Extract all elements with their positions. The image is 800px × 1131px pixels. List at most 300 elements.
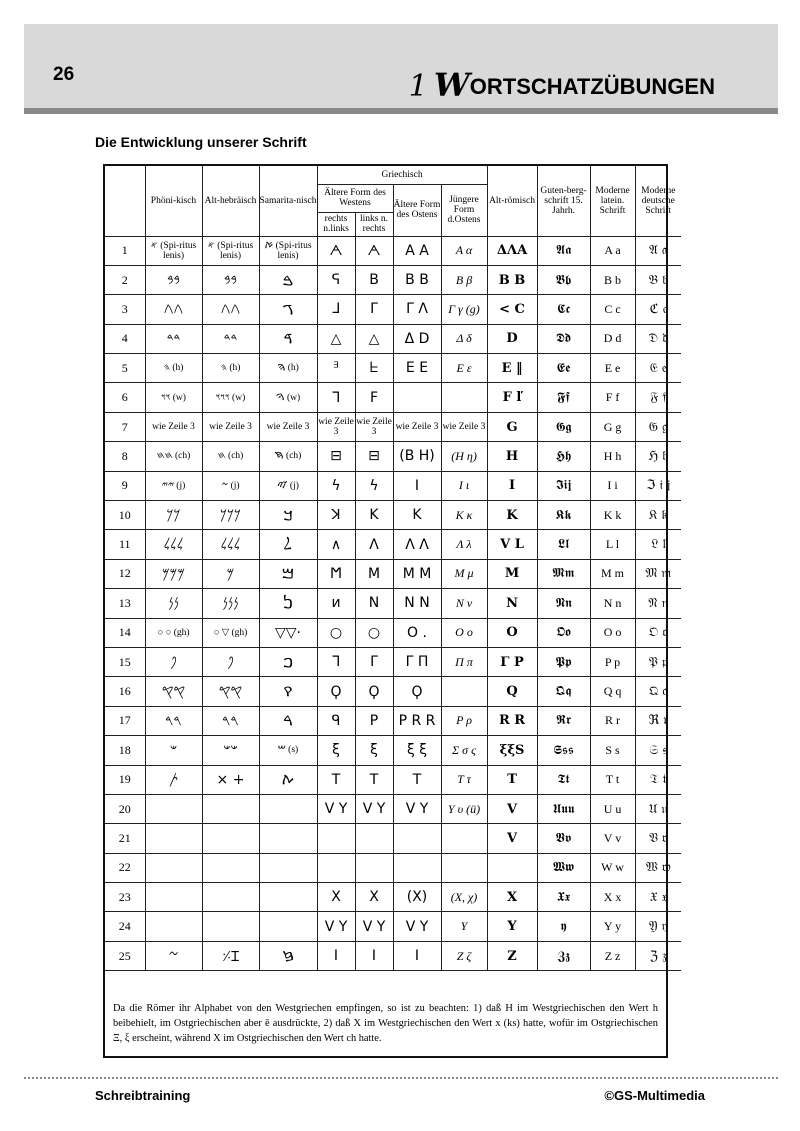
cell-rtl: [317, 824, 355, 853]
cell-hebr: ⸓Ɪ: [202, 941, 259, 970]
cell-hebr: 𐤌: [202, 559, 259, 588]
cell-east-old: [393, 383, 441, 412]
cell-phoen: 𐤃𐤃: [145, 324, 202, 353]
cell-n: 10: [105, 501, 145, 530]
cell-rtl: ξ: [317, 736, 355, 765]
cell-latin: M m: [590, 559, 635, 588]
cell-latin: B b: [590, 265, 635, 294]
cell-ltr: K: [355, 501, 393, 530]
cell-german: 𝔉 𝔣: [635, 383, 681, 412]
cell-latin: S s: [590, 736, 635, 765]
cell-east-young: [441, 824, 487, 853]
cell-gut: 𝕷𝖑: [537, 530, 590, 559]
cell-east-old: Γ Λ: [393, 295, 441, 324]
cell-east-old: wie Zeile 3: [393, 412, 441, 441]
header-gutenberg: Guten-berg-schrift 15. Jahrh.: [537, 166, 590, 236]
table-row: [105, 501, 681, 530]
cell-ltr: P: [355, 706, 393, 735]
cell-hebr: 𐤁𐤁: [202, 265, 259, 294]
cell-roman: N: [487, 589, 537, 618]
cell-n: 24: [105, 912, 145, 941]
cell-roman: Γ P: [487, 647, 537, 676]
table-row: [105, 883, 681, 912]
cell-n: 20: [105, 794, 145, 823]
cell-samar: ࠆ: [259, 941, 317, 970]
cell-east-young: K κ: [441, 501, 487, 530]
cell-samar: ࠁ: [259, 265, 317, 294]
cell-phoen: 𐤔: [145, 736, 202, 765]
cell-phoen: 𐤐: [145, 647, 202, 676]
cell-gut: 𝕸𝖒: [537, 559, 590, 588]
cell-hebr: × +: [202, 765, 259, 794]
cell-east-old: V Y: [393, 912, 441, 941]
cell-ltr: M: [355, 559, 393, 588]
cell-east-young: P ρ: [441, 706, 487, 735]
cell-ltr: B: [355, 265, 393, 294]
cell-east-old: ξ ξ: [393, 736, 441, 765]
cell-gut: 𝕹𝖓: [537, 589, 590, 618]
cell-hebr: 𐤅𐤅𐤅 (w): [202, 383, 259, 412]
cell-ltr: △: [355, 324, 393, 353]
cell-ltr: V Y: [355, 794, 393, 823]
cell-n: 19: [105, 765, 145, 794]
cell-hebr: 𐤊𐤊𐤊: [202, 501, 259, 530]
cell-rtl: wie Zeile 3: [317, 412, 355, 441]
table-row: [105, 471, 681, 500]
cell-east-young: Λ λ: [441, 530, 487, 559]
cell-ltr: [355, 853, 393, 882]
cell-rtl: Ϻ: [317, 559, 355, 588]
cell-hebr: 𐤆 (j): [202, 471, 259, 500]
cell-rtl: ᗅ: [317, 236, 355, 265]
cell-east-old: P R R: [393, 706, 441, 735]
page-number: 26: [53, 64, 75, 85]
cell-phoen: ○ ○ (gh): [145, 618, 202, 647]
cell-gut: 𝖅𝖟: [537, 941, 590, 970]
cell-gut: 𝕱𝖋: [537, 383, 590, 412]
cell-ltr: [355, 824, 393, 853]
cell-latin: W w: [590, 853, 635, 882]
cell-roman: R R: [487, 706, 537, 735]
cell-gut: 𝕲𝖌: [537, 412, 590, 441]
cell-gut: 𝕽𝖗: [537, 706, 590, 735]
cell-east-old: I: [393, 941, 441, 970]
cell-hebr: [202, 853, 259, 882]
cell-samar: ࠌ: [259, 559, 317, 588]
table-row: [105, 354, 681, 383]
cell-roman: Z: [487, 941, 537, 970]
cell-phoen: [145, 794, 202, 823]
cell-latin: G g: [590, 412, 635, 441]
cell-east-young: T τ: [441, 765, 487, 794]
page-title: Die Entwicklung unserer Schrift: [95, 134, 307, 150]
cell-latin: H h: [590, 442, 635, 471]
cell-phoen: 𐤕: [145, 765, 202, 794]
cell-n: 21: [105, 824, 145, 853]
script-development-table: [105, 166, 681, 971]
cell-east-old: V Y: [393, 794, 441, 823]
cell-german: 𝔜 𝔶: [635, 912, 681, 941]
header-modern-latin: Moderne latein. Schrift: [590, 166, 635, 236]
cell-ltr: wie Zeile 3: [355, 412, 393, 441]
cell-ltr: Γ: [355, 647, 393, 676]
cell-east-young: Y υ (ü): [441, 794, 487, 823]
table-row: [105, 736, 681, 765]
cell-hebr: [202, 883, 259, 912]
cell-gut: 𝕯𝖉: [537, 324, 590, 353]
cell-roman: G: [487, 412, 537, 441]
cell-ltr: I: [355, 941, 393, 970]
table-row: [105, 824, 681, 853]
cell-east-old: [393, 824, 441, 853]
cell-gut: 𝖀𝖚𝖚: [537, 794, 590, 823]
cell-hebr: ○ ▽ (gh): [202, 618, 259, 647]
cell-roman: D: [487, 324, 537, 353]
cell-rtl: ᒧ: [317, 295, 355, 324]
cell-n: 16: [105, 677, 145, 706]
footer-right: ©GS-Multimedia: [604, 1088, 705, 1103]
cell-n: 23: [105, 883, 145, 912]
cell-gut: 𝕾𝖘𝖘: [537, 736, 590, 765]
cell-east-young: Z ζ: [441, 941, 487, 970]
cell-n: 14: [105, 618, 145, 647]
cell-gut: 𝕻𝖕: [537, 647, 590, 676]
cell-samar: ࠄ (h): [259, 354, 317, 383]
cell-latin: L l: [590, 530, 635, 559]
cell-roman: ξξS: [487, 736, 537, 765]
cell-hebr: [202, 912, 259, 941]
cell-east-old: B B: [393, 265, 441, 294]
cell-latin: N n: [590, 589, 635, 618]
cell-latin: K k: [590, 501, 635, 530]
cell-latin: F f: [590, 383, 635, 412]
cell-german: ℑ 𝔦 𝔧: [635, 471, 681, 500]
cell-east-young: A α: [441, 236, 487, 265]
cell-east-old: Λ Λ: [393, 530, 441, 559]
cell-ltr: ξ: [355, 736, 393, 765]
cell-rtl: I: [317, 941, 355, 970]
cell-gut: 𝖂𝖜: [537, 853, 590, 882]
cell-roman: I: [487, 471, 537, 500]
cell-latin: I i: [590, 471, 635, 500]
cell-east-young: B β: [441, 265, 487, 294]
cell-gut: 𝕭𝖇: [537, 265, 590, 294]
cell-gut: 𝕶𝖐: [537, 501, 590, 530]
table-row: [105, 265, 681, 294]
cell-n: 11: [105, 530, 145, 559]
cell-ltr: Ϙ: [355, 677, 393, 706]
cell-german: ℭ 𝔠: [635, 295, 681, 324]
cell-rtl: ᑫ: [317, 706, 355, 735]
header-rule: [24, 108, 778, 114]
cell-roman: B B: [487, 265, 537, 294]
header-samaritan: Samarita-nisch: [259, 166, 317, 236]
cell-rtl: V Y: [317, 794, 355, 823]
cell-german: 𝔒 𝔬: [635, 618, 681, 647]
cell-east-young: [441, 677, 487, 706]
cell-n: 9: [105, 471, 145, 500]
cell-german: 𝔊 𝔤: [635, 412, 681, 441]
cell-phoen: 𐤍𐤍: [145, 589, 202, 618]
cell-latin: P p: [590, 647, 635, 676]
cell-samar: ࠅ (w): [259, 383, 317, 412]
cell-east-young: E ε: [441, 354, 487, 383]
cell-east-young: wie Zeile 3: [441, 412, 487, 441]
cell-hebr: 𐤋𐤋𐤋: [202, 530, 259, 559]
cell-latin: T t: [590, 765, 635, 794]
cell-latin: O o: [590, 618, 635, 647]
cell-roman: H: [487, 442, 537, 471]
header-younger-east: Jüngere Form d.Ostens: [441, 184, 487, 236]
cell-phoen: 𐤉𐤉 (j): [145, 471, 202, 500]
cell-samar: ࠓ: [259, 706, 317, 735]
cell-gut: 𝕮𝖈: [537, 295, 590, 324]
cell-samar: ࠕ: [259, 765, 317, 794]
cell-east-young: I ι: [441, 471, 487, 500]
cell-ltr: V Y: [355, 912, 393, 941]
header-right-to-left: rechts n.links: [317, 212, 355, 236]
cell-german: 𝔗 𝔱: [635, 765, 681, 794]
cell-ltr: N: [355, 589, 393, 618]
cell-hebr: 𐤀 (Spi-ritus lenis): [202, 236, 259, 265]
cell-german: ℜ 𝔯: [635, 706, 681, 735]
cell-east-old: O .: [393, 618, 441, 647]
cell-latin: C c: [590, 295, 635, 324]
cell-east-old: Ϙ: [393, 677, 441, 706]
cell-rtl: Ϙ: [317, 677, 355, 706]
header-rownum: [105, 166, 145, 236]
cell-n: 22: [105, 853, 145, 882]
cell-hebr: 𐤇 (ch): [202, 442, 259, 471]
cell-german: 𝔖 𝔰: [635, 736, 681, 765]
script-table-figure: [103, 164, 676, 1058]
cell-east-young: [441, 853, 487, 882]
cell-east-old: Γ Π: [393, 647, 441, 676]
cell-rtl: △: [317, 324, 355, 353]
table-row: [105, 559, 681, 588]
cell-roman: Q: [487, 677, 537, 706]
cell-phoen: 𐤆: [145, 941, 202, 970]
cell-hebr: [202, 794, 259, 823]
cell-n: 8: [105, 442, 145, 471]
cell-phoen: [145, 883, 202, 912]
cell-east-old: T: [393, 765, 441, 794]
cell-phoen: 𐤌𐤌𐤌: [145, 559, 202, 588]
cell-latin: Q q: [590, 677, 635, 706]
cell-ltr: X: [355, 883, 393, 912]
cell-n: 5: [105, 354, 145, 383]
cell-roman: V L: [487, 530, 537, 559]
header-greek: Griechisch: [317, 166, 487, 184]
cell-phoen: 𐤅𐤅 (w): [145, 383, 202, 412]
cell-n: 13: [105, 589, 145, 618]
cell-hebr: wie Zeile 3: [202, 412, 259, 441]
cell-phoen: [145, 912, 202, 941]
cell-german: 𝔏 𝔩: [635, 530, 681, 559]
header-left-to-right: links n. rechts: [355, 212, 393, 236]
cell-rtl: ⊟: [317, 442, 355, 471]
cell-east-young: N ν: [441, 589, 487, 618]
cell-phoen: 𐤂𐤂: [145, 295, 202, 324]
cell-phoen: 𐤋𐤋𐤋: [145, 530, 202, 559]
table-row: [105, 912, 681, 941]
cell-n: 18: [105, 736, 145, 765]
header-phoenician: Phöni-kisch: [145, 166, 202, 236]
cell-gut: 𝕳𝖍: [537, 442, 590, 471]
cell-hebr: 𐤃𐤃: [202, 324, 259, 353]
cell-samar: ࠊ: [259, 501, 317, 530]
cell-gut: 𝕴𝖎𝖏: [537, 471, 590, 500]
cell-latin: Z z: [590, 941, 635, 970]
table-row: [105, 236, 681, 265]
cell-samar: [259, 912, 317, 941]
cell-east-old: K: [393, 501, 441, 530]
cell-gut: 𝕺𝖔: [537, 618, 590, 647]
cell-ltr: Λ: [355, 530, 393, 559]
cell-samar: [259, 824, 317, 853]
cell-roman: T: [487, 765, 537, 794]
footnote: Da die Römer ihr Alphabet von den Westgriechen empfingen, so ist zu beachten: 1) daß H im Westgriechischen den Wert h beibehielt, im Ostgriechischen aber ē ausdrückte, 2) daß X im Westgriechischen den Wert x (ks) hatte, wofür im Ostgriechischen Ξ, ξ erscheint, während X im Ostgriechischen den Wert ch hatte.: [113, 1003, 658, 1044]
cell-german: 𝔐 𝔪: [635, 559, 681, 588]
cell-east-old: Ε E: [393, 354, 441, 383]
cell-east-young: Y: [441, 912, 487, 941]
cell-east-young: [441, 383, 487, 412]
cell-german: ℨ 𝔷: [635, 941, 681, 970]
cell-phoen: 𐤀 (Spi-ritus lenis): [145, 236, 202, 265]
cell-east-old: N N: [393, 589, 441, 618]
table-row: [105, 706, 681, 735]
cell-n: 15: [105, 647, 145, 676]
chapter-rest: ORTSCHATZÜBUNGEN: [469, 74, 715, 99]
cell-east-old: M M: [393, 559, 441, 588]
cell-latin: V v: [590, 824, 635, 853]
cell-samar: ࠃ: [259, 324, 317, 353]
cell-roman: X: [487, 883, 537, 912]
cell-phoen: [145, 853, 202, 882]
cell-n: 17: [105, 706, 145, 735]
cell-german: ℌ 𝔥: [635, 442, 681, 471]
cell-hebr: 𐤒𐤒: [202, 677, 259, 706]
cell-n: 2: [105, 265, 145, 294]
cell-german: 𝔙 𝔳: [635, 824, 681, 853]
table-row: [105, 853, 681, 882]
cell-east-old: I: [393, 471, 441, 500]
chapter-title: [409, 66, 715, 104]
cell-gut: 𝖃𝖝: [537, 883, 590, 912]
cell-hebr: 𐤔𐤔: [202, 736, 259, 765]
cell-samar: [259, 883, 317, 912]
cell-east-old: Δ D: [393, 324, 441, 353]
cell-roman: O: [487, 618, 537, 647]
cell-german: 𝔅 𝔟: [635, 265, 681, 294]
table-row: [105, 677, 681, 706]
cell-german: 𝔔 𝔮: [635, 677, 681, 706]
cell-hebr: 𐤂𐤂: [202, 295, 259, 324]
cell-rtl: X: [317, 883, 355, 912]
cell-gut: 𝕬𝖆: [537, 236, 590, 265]
cell-hebr: 𐤄 (h): [202, 354, 259, 383]
cell-hebr: 𐤍𐤍𐤍: [202, 589, 259, 618]
cell-samar: ࠀ (Spi-ritus lenis): [259, 236, 317, 265]
cell-n: 3: [105, 295, 145, 324]
cell-german: 𝔑 𝔫: [635, 589, 681, 618]
cell-phoen: 𐤓𐤓: [145, 706, 202, 735]
cell-latin: U u: [590, 794, 635, 823]
cell-phoen: [145, 824, 202, 853]
cell-east-old: [393, 853, 441, 882]
cell-samar: ࠔ (s): [259, 736, 317, 765]
cell-ltr: ○: [355, 618, 393, 647]
cell-samar: ࠇ (ch): [259, 442, 317, 471]
cell-east-young: Π π: [441, 647, 487, 676]
table-row: [105, 324, 681, 353]
cell-ltr: ϟ: [355, 471, 393, 500]
table-row: [105, 383, 681, 412]
cell-ltr: F: [355, 383, 393, 412]
cell-rtl: ꓘ: [317, 501, 355, 530]
cell-gut: 𝕼𝖖: [537, 677, 590, 706]
cell-gut: 𝖞: [537, 912, 590, 941]
cell-rtl: ϟ: [317, 471, 355, 500]
chapter-number: 1: [408, 69, 428, 104]
table-row: [105, 412, 681, 441]
cell-roman: < C: [487, 295, 537, 324]
cell-samar: ࠋ: [259, 530, 317, 559]
cell-samar: ࠐ: [259, 647, 317, 676]
cell-latin: R r: [590, 706, 635, 735]
cell-rtl: ∧: [317, 530, 355, 559]
cell-latin: E e: [590, 354, 635, 383]
footer-divider: [24, 1077, 778, 1079]
cell-german: 𝔇 𝔡: [635, 324, 681, 353]
cell-n: 1: [105, 236, 145, 265]
cell-rtl: V Y: [317, 912, 355, 941]
cell-n: 6: [105, 383, 145, 412]
table-row: [105, 647, 681, 676]
cell-ltr: ᗅ: [355, 236, 393, 265]
cell-german: 𝔄 𝔞: [635, 236, 681, 265]
cell-rtl: ᕋ: [317, 265, 355, 294]
cell-samar: [259, 853, 317, 882]
cell-phoen: 𐤊𐤊: [145, 501, 202, 530]
cell-rtl: ᒣ: [317, 647, 355, 676]
cell-east-old: (Β H): [393, 442, 441, 471]
cell-german: 𝔚 𝔴: [635, 853, 681, 882]
cell-roman: F ľ: [487, 383, 537, 412]
cell-roman: ΔΛA: [487, 236, 537, 265]
cell-east-old: A A: [393, 236, 441, 265]
cell-latin: Y y: [590, 912, 635, 941]
cell-samar: ࠒ: [259, 677, 317, 706]
cell-phoen: 𐤄 (h): [145, 354, 202, 383]
cell-roman: M: [487, 559, 537, 588]
cell-east-young: O o: [441, 618, 487, 647]
cell-german: 𝔘 𝔲: [635, 794, 681, 823]
header-older-west: Ältere Form des Westens: [317, 184, 393, 212]
cell-samar: [259, 794, 317, 823]
cell-roman: Y: [487, 912, 537, 941]
table-row: [105, 941, 681, 970]
cell-roman: V: [487, 824, 537, 853]
cell-gut: 𝕰𝖊: [537, 354, 590, 383]
cell-phoen: 𐤒𐤒: [145, 677, 202, 706]
cell-n: 4: [105, 324, 145, 353]
cell-german: 𝔛 𝔵: [635, 883, 681, 912]
cell-roman: [487, 853, 537, 882]
table-row: [105, 589, 681, 618]
cell-hebr: 𐤐: [202, 647, 259, 676]
table-row: [105, 530, 681, 559]
